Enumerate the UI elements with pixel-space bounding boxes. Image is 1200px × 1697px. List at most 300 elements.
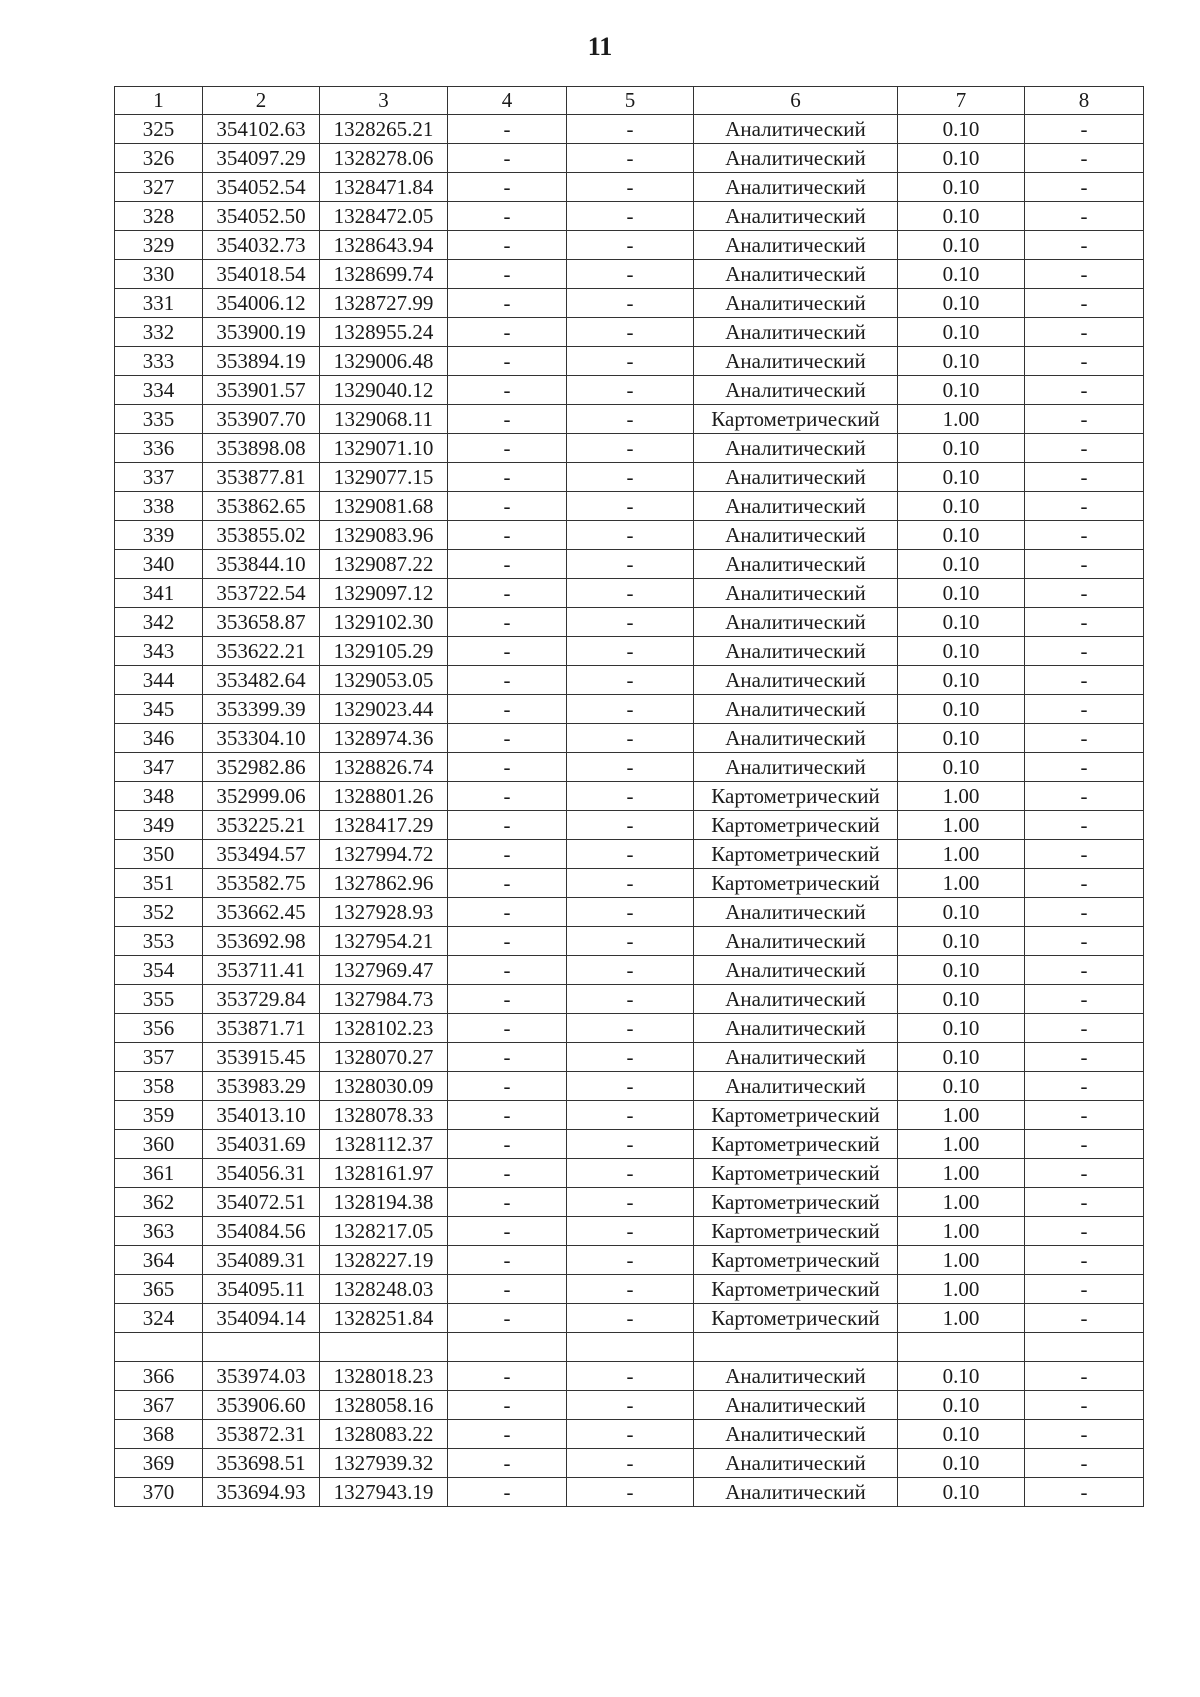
point-number-cell: 342 <box>115 608 203 637</box>
column-5-cell: - <box>567 115 694 144</box>
method-cell: Аналитический <box>694 637 898 666</box>
accuracy-cell: 0.10 <box>898 1043 1025 1072</box>
y-coordinate-cell: 1328194.38 <box>320 1188 448 1217</box>
table-row <box>115 434 1144 463</box>
point-number-cell: 327 <box>115 173 203 202</box>
y-coordinate-cell: 1329071.10 <box>320 434 448 463</box>
point-number-cell: 357 <box>115 1043 203 1072</box>
method-cell: Аналитический <box>694 1478 898 1507</box>
column-4-cell: - <box>448 318 567 347</box>
y-coordinate-cell: 1328471.84 <box>320 173 448 202</box>
column-8-cell: - <box>1025 1159 1144 1188</box>
method-cell: Аналитический <box>694 463 898 492</box>
accuracy-cell: 0.10 <box>898 376 1025 405</box>
column-4-cell: - <box>448 1246 567 1275</box>
method-cell: Аналитический <box>694 202 898 231</box>
column-5-cell: - <box>567 637 694 666</box>
column-4-cell: - <box>448 347 567 376</box>
column-5-cell <box>567 1333 694 1362</box>
x-coordinate-cell: 353844.10 <box>203 550 320 579</box>
method-cell: Картометрический <box>694 1275 898 1304</box>
column-8-cell: - <box>1025 956 1144 985</box>
accuracy-cell: 0.10 <box>898 260 1025 289</box>
column-8-cell: - <box>1025 1014 1144 1043</box>
table-row <box>115 695 1144 724</box>
x-coordinate-cell: 353894.19 <box>203 347 320 376</box>
column-5-cell: - <box>567 1420 694 1449</box>
y-coordinate-cell: 1328278.06 <box>320 144 448 173</box>
table-row <box>115 1130 1144 1159</box>
y-coordinate-cell: 1328417.29 <box>320 811 448 840</box>
column-8-cell: - <box>1025 666 1144 695</box>
method-cell: Аналитический <box>694 956 898 985</box>
y-coordinate-cell: 1328643.94 <box>320 231 448 260</box>
point-number-cell: 338 <box>115 492 203 521</box>
column-4-cell: - <box>448 1420 567 1449</box>
column-5-cell: - <box>567 376 694 405</box>
accuracy-cell: 1.00 <box>898 1188 1025 1217</box>
column-8-cell: - <box>1025 1362 1144 1391</box>
method-cell: Аналитический <box>694 1449 898 1478</box>
x-coordinate-cell: 353974.03 <box>203 1362 320 1391</box>
point-number-cell: 356 <box>115 1014 203 1043</box>
column-4-cell: - <box>448 1101 567 1130</box>
y-coordinate-cell: 1328112.37 <box>320 1130 448 1159</box>
method-cell: Аналитический <box>694 579 898 608</box>
column-8-cell: - <box>1025 1101 1144 1130</box>
table-row <box>115 898 1144 927</box>
column-5-cell: - <box>567 463 694 492</box>
table-row <box>115 115 1144 144</box>
column-8-cell: - <box>1025 840 1144 869</box>
method-cell: Аналитический <box>694 608 898 637</box>
accuracy-cell: 0.10 <box>898 231 1025 260</box>
column-8-cell: - <box>1025 1217 1144 1246</box>
column-5-cell: - <box>567 1449 694 1478</box>
table-row <box>115 1159 1144 1188</box>
table-row <box>115 753 1144 782</box>
x-coordinate-cell: 354072.51 <box>203 1188 320 1217</box>
column-8-cell: - <box>1025 1275 1144 1304</box>
table-row <box>115 1420 1144 1449</box>
point-number-cell: 341 <box>115 579 203 608</box>
y-coordinate-cell: 1328217.05 <box>320 1217 448 1246</box>
point-number-cell: 333 <box>115 347 203 376</box>
table-row <box>115 492 1144 521</box>
y-coordinate-cell: 1328083.22 <box>320 1420 448 1449</box>
y-coordinate-cell: 1327994.72 <box>320 840 448 869</box>
method-cell: Картометрический <box>694 811 898 840</box>
column-5-cell: - <box>567 579 694 608</box>
column-5-cell: - <box>567 521 694 550</box>
column-8-cell: - <box>1025 115 1144 144</box>
method-cell: Аналитический <box>694 1072 898 1101</box>
method-cell: Аналитический <box>694 144 898 173</box>
accuracy-cell: 0.10 <box>898 753 1025 782</box>
accuracy-cell: 0.10 <box>898 318 1025 347</box>
point-number-cell: 328 <box>115 202 203 231</box>
x-coordinate-cell: 353907.70 <box>203 405 320 434</box>
x-coordinate-cell: 353871.71 <box>203 1014 320 1043</box>
table-row <box>115 260 1144 289</box>
accuracy-cell: 0.10 <box>898 666 1025 695</box>
x-coordinate-cell: 353915.45 <box>203 1043 320 1072</box>
point-number-cell: 368 <box>115 1420 203 1449</box>
y-coordinate-cell: 1328472.05 <box>320 202 448 231</box>
point-number-cell: 332 <box>115 318 203 347</box>
column-4-cell: - <box>448 637 567 666</box>
method-cell: Картометрический <box>694 405 898 434</box>
column-4-cell: - <box>448 1188 567 1217</box>
accuracy-cell: 1.00 <box>898 1217 1025 1246</box>
column-5-cell: - <box>567 1014 694 1043</box>
column-4-cell: - <box>448 608 567 637</box>
table-row <box>115 1449 1144 1478</box>
column-8-cell: - <box>1025 202 1144 231</box>
x-coordinate-cell: 354084.56 <box>203 1217 320 1246</box>
column-8-cell: - <box>1025 1043 1144 1072</box>
column-4-cell: - <box>448 231 567 260</box>
point-number-cell: 324 <box>115 1304 203 1333</box>
accuracy-cell: 0.10 <box>898 695 1025 724</box>
y-coordinate-cell: 1329102.30 <box>320 608 448 637</box>
method-cell: Аналитический <box>694 115 898 144</box>
point-number-cell: 369 <box>115 1449 203 1478</box>
table-row <box>115 724 1144 753</box>
method-cell: Аналитический <box>694 231 898 260</box>
y-coordinate-cell: 1329081.68 <box>320 492 448 521</box>
column-4-cell: - <box>448 811 567 840</box>
table-row <box>115 1362 1144 1391</box>
column-5-cell: - <box>567 782 694 811</box>
column-number-header: 6 <box>694 87 898 115</box>
table-body <box>115 87 1144 1507</box>
column-5-cell: - <box>567 869 694 898</box>
y-coordinate-cell: 1327939.32 <box>320 1449 448 1478</box>
column-4-cell: - <box>448 1391 567 1420</box>
table-row <box>115 1014 1144 1043</box>
table-row <box>115 1072 1144 1101</box>
method-cell: Аналитический <box>694 1362 898 1391</box>
column-4-cell: - <box>448 956 567 985</box>
table-row <box>115 985 1144 1014</box>
point-number-cell: 343 <box>115 637 203 666</box>
accuracy-cell: 0.10 <box>898 1072 1025 1101</box>
y-coordinate-cell: 1328161.97 <box>320 1159 448 1188</box>
column-5-cell: - <box>567 1101 694 1130</box>
column-4-cell: - <box>448 492 567 521</box>
accuracy-cell: 1.00 <box>898 1304 1025 1333</box>
column-4-cell: - <box>448 173 567 202</box>
x-coordinate-cell: 353901.57 <box>203 376 320 405</box>
column-8-cell: - <box>1025 985 1144 1014</box>
column-number-header: 3 <box>320 87 448 115</box>
accuracy-cell: 0.10 <box>898 637 1025 666</box>
accuracy-cell: 0.10 <box>898 463 1025 492</box>
column-8-cell: - <box>1025 1391 1144 1420</box>
column-5-cell: - <box>567 1188 694 1217</box>
method-cell: Аналитический <box>694 550 898 579</box>
accuracy-cell: 1.00 <box>898 811 1025 840</box>
column-8-cell: - <box>1025 869 1144 898</box>
column-5-cell: - <box>567 753 694 782</box>
column-5-cell: - <box>567 1072 694 1101</box>
method-cell: Аналитический <box>694 666 898 695</box>
point-number-cell: 370 <box>115 1478 203 1507</box>
column-4-cell: - <box>448 579 567 608</box>
column-8-cell: - <box>1025 521 1144 550</box>
method-cell: Картометрический <box>694 1101 898 1130</box>
x-coordinate-cell: 353906.60 <box>203 1391 320 1420</box>
accuracy-cell: 0.10 <box>898 956 1025 985</box>
column-4-cell: - <box>448 695 567 724</box>
x-coordinate-cell: 353983.29 <box>203 1072 320 1101</box>
column-4-cell: - <box>448 202 567 231</box>
point-number-cell: 330 <box>115 260 203 289</box>
x-coordinate-cell: 354052.50 <box>203 202 320 231</box>
point-number-cell: 354 <box>115 956 203 985</box>
accuracy-cell: 0.10 <box>898 1362 1025 1391</box>
table-row <box>115 956 1144 985</box>
column-5-cell: - <box>567 1478 694 1507</box>
column-5-cell: - <box>567 956 694 985</box>
column-8-cell: - <box>1025 1188 1144 1217</box>
column-5-cell: - <box>567 173 694 202</box>
column-5-cell: - <box>567 1391 694 1420</box>
point-number-cell: 359 <box>115 1101 203 1130</box>
x-coordinate-cell: 353399.39 <box>203 695 320 724</box>
table-row <box>115 811 1144 840</box>
column-5-cell: - <box>567 724 694 753</box>
method-cell: Аналитический <box>694 376 898 405</box>
point-number-cell <box>115 1333 203 1362</box>
x-coordinate-cell: 353304.10 <box>203 724 320 753</box>
x-coordinate-cell: 353877.81 <box>203 463 320 492</box>
x-coordinate-cell: 354097.29 <box>203 144 320 173</box>
accuracy-cell: 0.10 <box>898 898 1025 927</box>
y-coordinate-cell: 1328030.09 <box>320 1072 448 1101</box>
point-number-cell: 335 <box>115 405 203 434</box>
column-8-cell: - <box>1025 782 1144 811</box>
point-number-cell: 355 <box>115 985 203 1014</box>
method-cell: Аналитический <box>694 695 898 724</box>
column-8-cell: - <box>1025 463 1144 492</box>
column-4-cell: - <box>448 1478 567 1507</box>
accuracy-cell: 0.10 <box>898 608 1025 637</box>
accuracy-cell: 0.10 <box>898 550 1025 579</box>
column-4-cell: - <box>448 1014 567 1043</box>
table-row <box>115 347 1144 376</box>
point-number-cell: 365 <box>115 1275 203 1304</box>
column-5-cell: - <box>567 608 694 637</box>
y-coordinate-cell: 1328018.23 <box>320 1362 448 1391</box>
y-coordinate-cell: 1328974.36 <box>320 724 448 753</box>
accuracy-cell: 1.00 <box>898 1130 1025 1159</box>
method-cell: Аналитический <box>694 492 898 521</box>
method-cell: Аналитический <box>694 1043 898 1072</box>
column-8-cell: - <box>1025 318 1144 347</box>
column-8-cell: - <box>1025 608 1144 637</box>
column-5-cell: - <box>567 1130 694 1159</box>
column-8-cell: - <box>1025 434 1144 463</box>
x-coordinate-cell: 354031.69 <box>203 1130 320 1159</box>
accuracy-cell <box>898 1333 1025 1362</box>
column-5-cell: - <box>567 1217 694 1246</box>
y-coordinate-cell: 1327954.21 <box>320 927 448 956</box>
table-row <box>115 318 1144 347</box>
x-coordinate-cell: 353698.51 <box>203 1449 320 1478</box>
x-coordinate-cell: 353582.75 <box>203 869 320 898</box>
point-number-cell: 329 <box>115 231 203 260</box>
y-coordinate-cell: 1328826.74 <box>320 753 448 782</box>
column-5-cell: - <box>567 666 694 695</box>
point-number-cell: 358 <box>115 1072 203 1101</box>
table-row <box>115 1043 1144 1072</box>
y-coordinate-cell: 1328078.33 <box>320 1101 448 1130</box>
column-4-cell: - <box>448 521 567 550</box>
table-row <box>115 376 1144 405</box>
column-4-cell: - <box>448 666 567 695</box>
accuracy-cell: 0.10 <box>898 985 1025 1014</box>
column-8-cell: - <box>1025 1246 1144 1275</box>
table-row <box>115 463 1144 492</box>
table-row <box>115 1478 1144 1507</box>
column-8-cell: - <box>1025 579 1144 608</box>
point-number-cell: 344 <box>115 666 203 695</box>
column-4-cell: - <box>448 115 567 144</box>
accuracy-cell: 0.10 <box>898 202 1025 231</box>
y-coordinate-cell: 1327928.93 <box>320 898 448 927</box>
x-coordinate-cell: 353692.98 <box>203 927 320 956</box>
column-5-cell: - <box>567 347 694 376</box>
point-number-cell: 366 <box>115 1362 203 1391</box>
x-coordinate-cell: 353662.45 <box>203 898 320 927</box>
table-row <box>115 173 1144 202</box>
y-coordinate-cell: 1329105.29 <box>320 637 448 666</box>
x-coordinate-cell: 353225.21 <box>203 811 320 840</box>
accuracy-cell: 0.10 <box>898 144 1025 173</box>
table-row <box>115 405 1144 434</box>
column-5-cell: - <box>567 289 694 318</box>
column-4-cell: - <box>448 144 567 173</box>
table-row <box>115 840 1144 869</box>
table-row <box>115 666 1144 695</box>
column-4-cell: - <box>448 1072 567 1101</box>
x-coordinate-cell: 354032.73 <box>203 231 320 260</box>
point-number-cell: 339 <box>115 521 203 550</box>
point-number-cell: 331 <box>115 289 203 318</box>
table-row <box>115 1101 1144 1130</box>
y-coordinate-cell: 1328801.26 <box>320 782 448 811</box>
method-cell: Аналитический <box>694 753 898 782</box>
table-row <box>115 202 1144 231</box>
column-4-cell: - <box>448 376 567 405</box>
accuracy-cell: 1.00 <box>898 1246 1025 1275</box>
method-cell: Аналитический <box>694 985 898 1014</box>
point-number-cell: 345 <box>115 695 203 724</box>
accuracy-cell: 0.10 <box>898 1478 1025 1507</box>
column-8-cell: - <box>1025 1130 1144 1159</box>
column-4-cell: - <box>448 1304 567 1333</box>
column-5-cell: - <box>567 260 694 289</box>
table-row <box>115 1304 1144 1333</box>
column-4-cell: - <box>448 1159 567 1188</box>
x-coordinate-cell: 353900.19 <box>203 318 320 347</box>
accuracy-cell: 0.10 <box>898 724 1025 753</box>
table-row <box>115 927 1144 956</box>
column-8-cell: - <box>1025 405 1144 434</box>
method-cell: Аналитический <box>694 173 898 202</box>
y-coordinate-cell: 1328070.27 <box>320 1043 448 1072</box>
point-number-cell: 336 <box>115 434 203 463</box>
table-row <box>115 637 1144 666</box>
column-8-cell: - <box>1025 637 1144 666</box>
x-coordinate-cell: 354089.31 <box>203 1246 320 1275</box>
method-cell: Картометрический <box>694 1246 898 1275</box>
column-5-cell: - <box>567 144 694 173</box>
column-5-cell: - <box>567 1304 694 1333</box>
accuracy-cell: 1.00 <box>898 1159 1025 1188</box>
y-coordinate-cell: 1327862.96 <box>320 869 448 898</box>
accuracy-cell: 0.10 <box>898 347 1025 376</box>
table-row <box>115 782 1144 811</box>
x-coordinate-cell: 353855.02 <box>203 521 320 550</box>
x-coordinate-cell: 353872.31 <box>203 1420 320 1449</box>
column-4-cell: - <box>448 550 567 579</box>
column-4-cell: - <box>448 840 567 869</box>
y-coordinate-cell: 1327943.19 <box>320 1478 448 1507</box>
y-coordinate-cell: 1328727.99 <box>320 289 448 318</box>
point-number-cell: 364 <box>115 1246 203 1275</box>
column-4-cell: - <box>448 869 567 898</box>
method-cell: Картометрический <box>694 840 898 869</box>
point-number-cell: 361 <box>115 1159 203 1188</box>
column-8-cell: - <box>1025 550 1144 579</box>
column-5-cell: - <box>567 985 694 1014</box>
method-cell: Картометрический <box>694 1188 898 1217</box>
column-4-cell: - <box>448 985 567 1014</box>
column-5-cell: - <box>567 434 694 463</box>
column-5-cell: - <box>567 898 694 927</box>
column-8-cell: - <box>1025 144 1144 173</box>
column-4-cell: - <box>448 1275 567 1304</box>
point-number-cell: 347 <box>115 753 203 782</box>
column-8-cell: - <box>1025 811 1144 840</box>
point-number-cell: 346 <box>115 724 203 753</box>
x-coordinate-cell: 354006.12 <box>203 289 320 318</box>
x-coordinate-cell: 354095.11 <box>203 1275 320 1304</box>
y-coordinate-cell: 1329097.12 <box>320 579 448 608</box>
point-number-cell: 351 <box>115 869 203 898</box>
accuracy-cell: 0.10 <box>898 579 1025 608</box>
column-8-cell: - <box>1025 695 1144 724</box>
table-row <box>115 1217 1144 1246</box>
column-5-cell: - <box>567 202 694 231</box>
column-8-cell: - <box>1025 1072 1144 1101</box>
y-coordinate-cell: 1328102.23 <box>320 1014 448 1043</box>
accuracy-cell: 0.10 <box>898 927 1025 956</box>
column-4-cell: - <box>448 927 567 956</box>
column-4-cell: - <box>448 782 567 811</box>
point-number-cell: 349 <box>115 811 203 840</box>
column-4-cell: - <box>448 463 567 492</box>
table-row <box>115 1188 1144 1217</box>
accuracy-cell: 0.10 <box>898 1391 1025 1420</box>
x-coordinate-cell: 353622.21 <box>203 637 320 666</box>
y-coordinate-cell: 1329040.12 <box>320 376 448 405</box>
y-coordinate-cell: 1329053.05 <box>320 666 448 695</box>
point-number-cell: 360 <box>115 1130 203 1159</box>
